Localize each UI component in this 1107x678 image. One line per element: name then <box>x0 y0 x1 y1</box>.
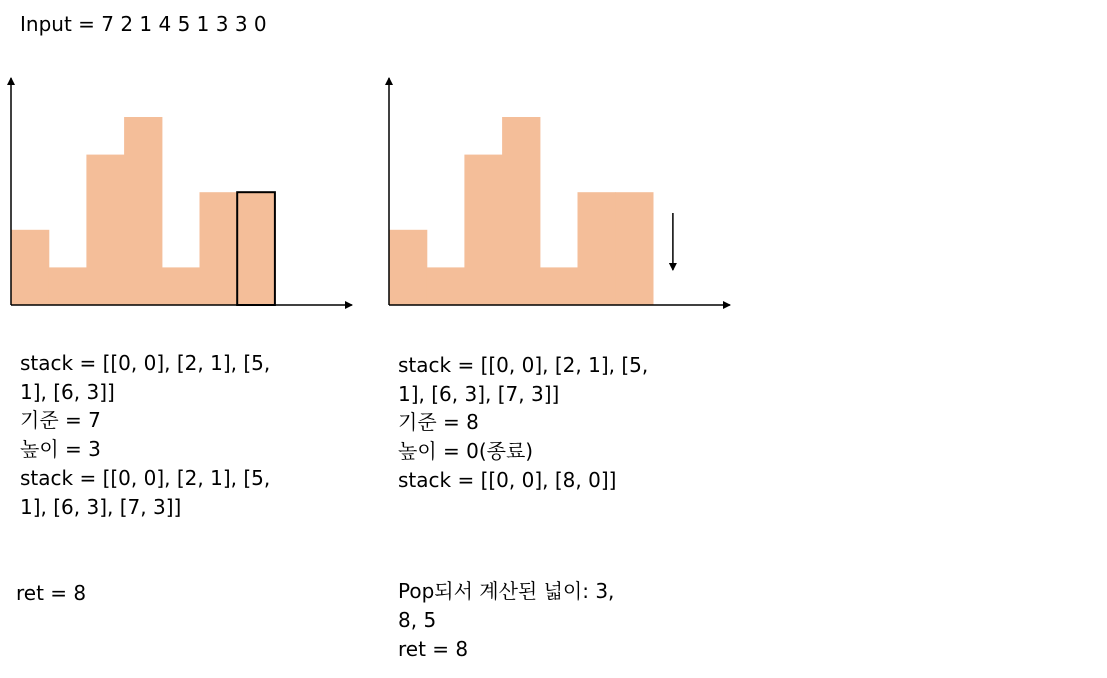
bar-6 <box>237 192 275 305</box>
bar-6 <box>615 192 653 305</box>
bar-5 <box>200 192 238 305</box>
bar-5 <box>578 192 616 305</box>
bar-0 <box>11 230 49 305</box>
bar-4 <box>162 267 200 305</box>
right-summary-1: Pop되서 계산된 넓이: 3, <box>398 579 615 603</box>
right-line-1: stack = [[0, 0], [2, 1], [5, <box>398 353 649 377</box>
chart-right <box>389 78 730 305</box>
bar-2 <box>86 155 124 305</box>
chart-left <box>11 78 352 305</box>
bar-0 <box>389 230 427 305</box>
bar-1 <box>427 267 465 305</box>
left-line-5: stack = [[0, 0], [2, 1], [5, <box>20 466 271 490</box>
bar-2 <box>464 155 502 305</box>
left-line-4: 높이 = 3 <box>20 437 101 461</box>
right-line-2: 1], [6, 3], [7, 3]] <box>398 382 560 406</box>
left-line-3: 기준 = 7 <box>20 408 101 432</box>
right-line-4: 높이 = 0(종료) <box>398 439 534 463</box>
left-line-6: 1], [6, 3], [7, 3]] <box>20 495 182 519</box>
right-summary-2: 8, 5 <box>398 608 437 632</box>
bar-1 <box>49 267 87 305</box>
left-line-1: stack = [[0, 0], [2, 1], [5, <box>20 351 271 375</box>
right-line-5: stack = [[0, 0], [8, 0]] <box>398 468 617 492</box>
input-label: Input = 7 2 1 4 5 1 3 3 0 <box>20 12 267 36</box>
right-line-3: 기준 = 8 <box>398 410 479 434</box>
bar-3 <box>124 117 162 305</box>
left-line-2: 1], [6, 3]] <box>20 380 115 404</box>
left-ret: ret = 8 <box>16 581 87 605</box>
bar-3 <box>502 117 540 305</box>
right-summary-3: ret = 8 <box>398 637 469 661</box>
bar-4 <box>540 267 578 305</box>
